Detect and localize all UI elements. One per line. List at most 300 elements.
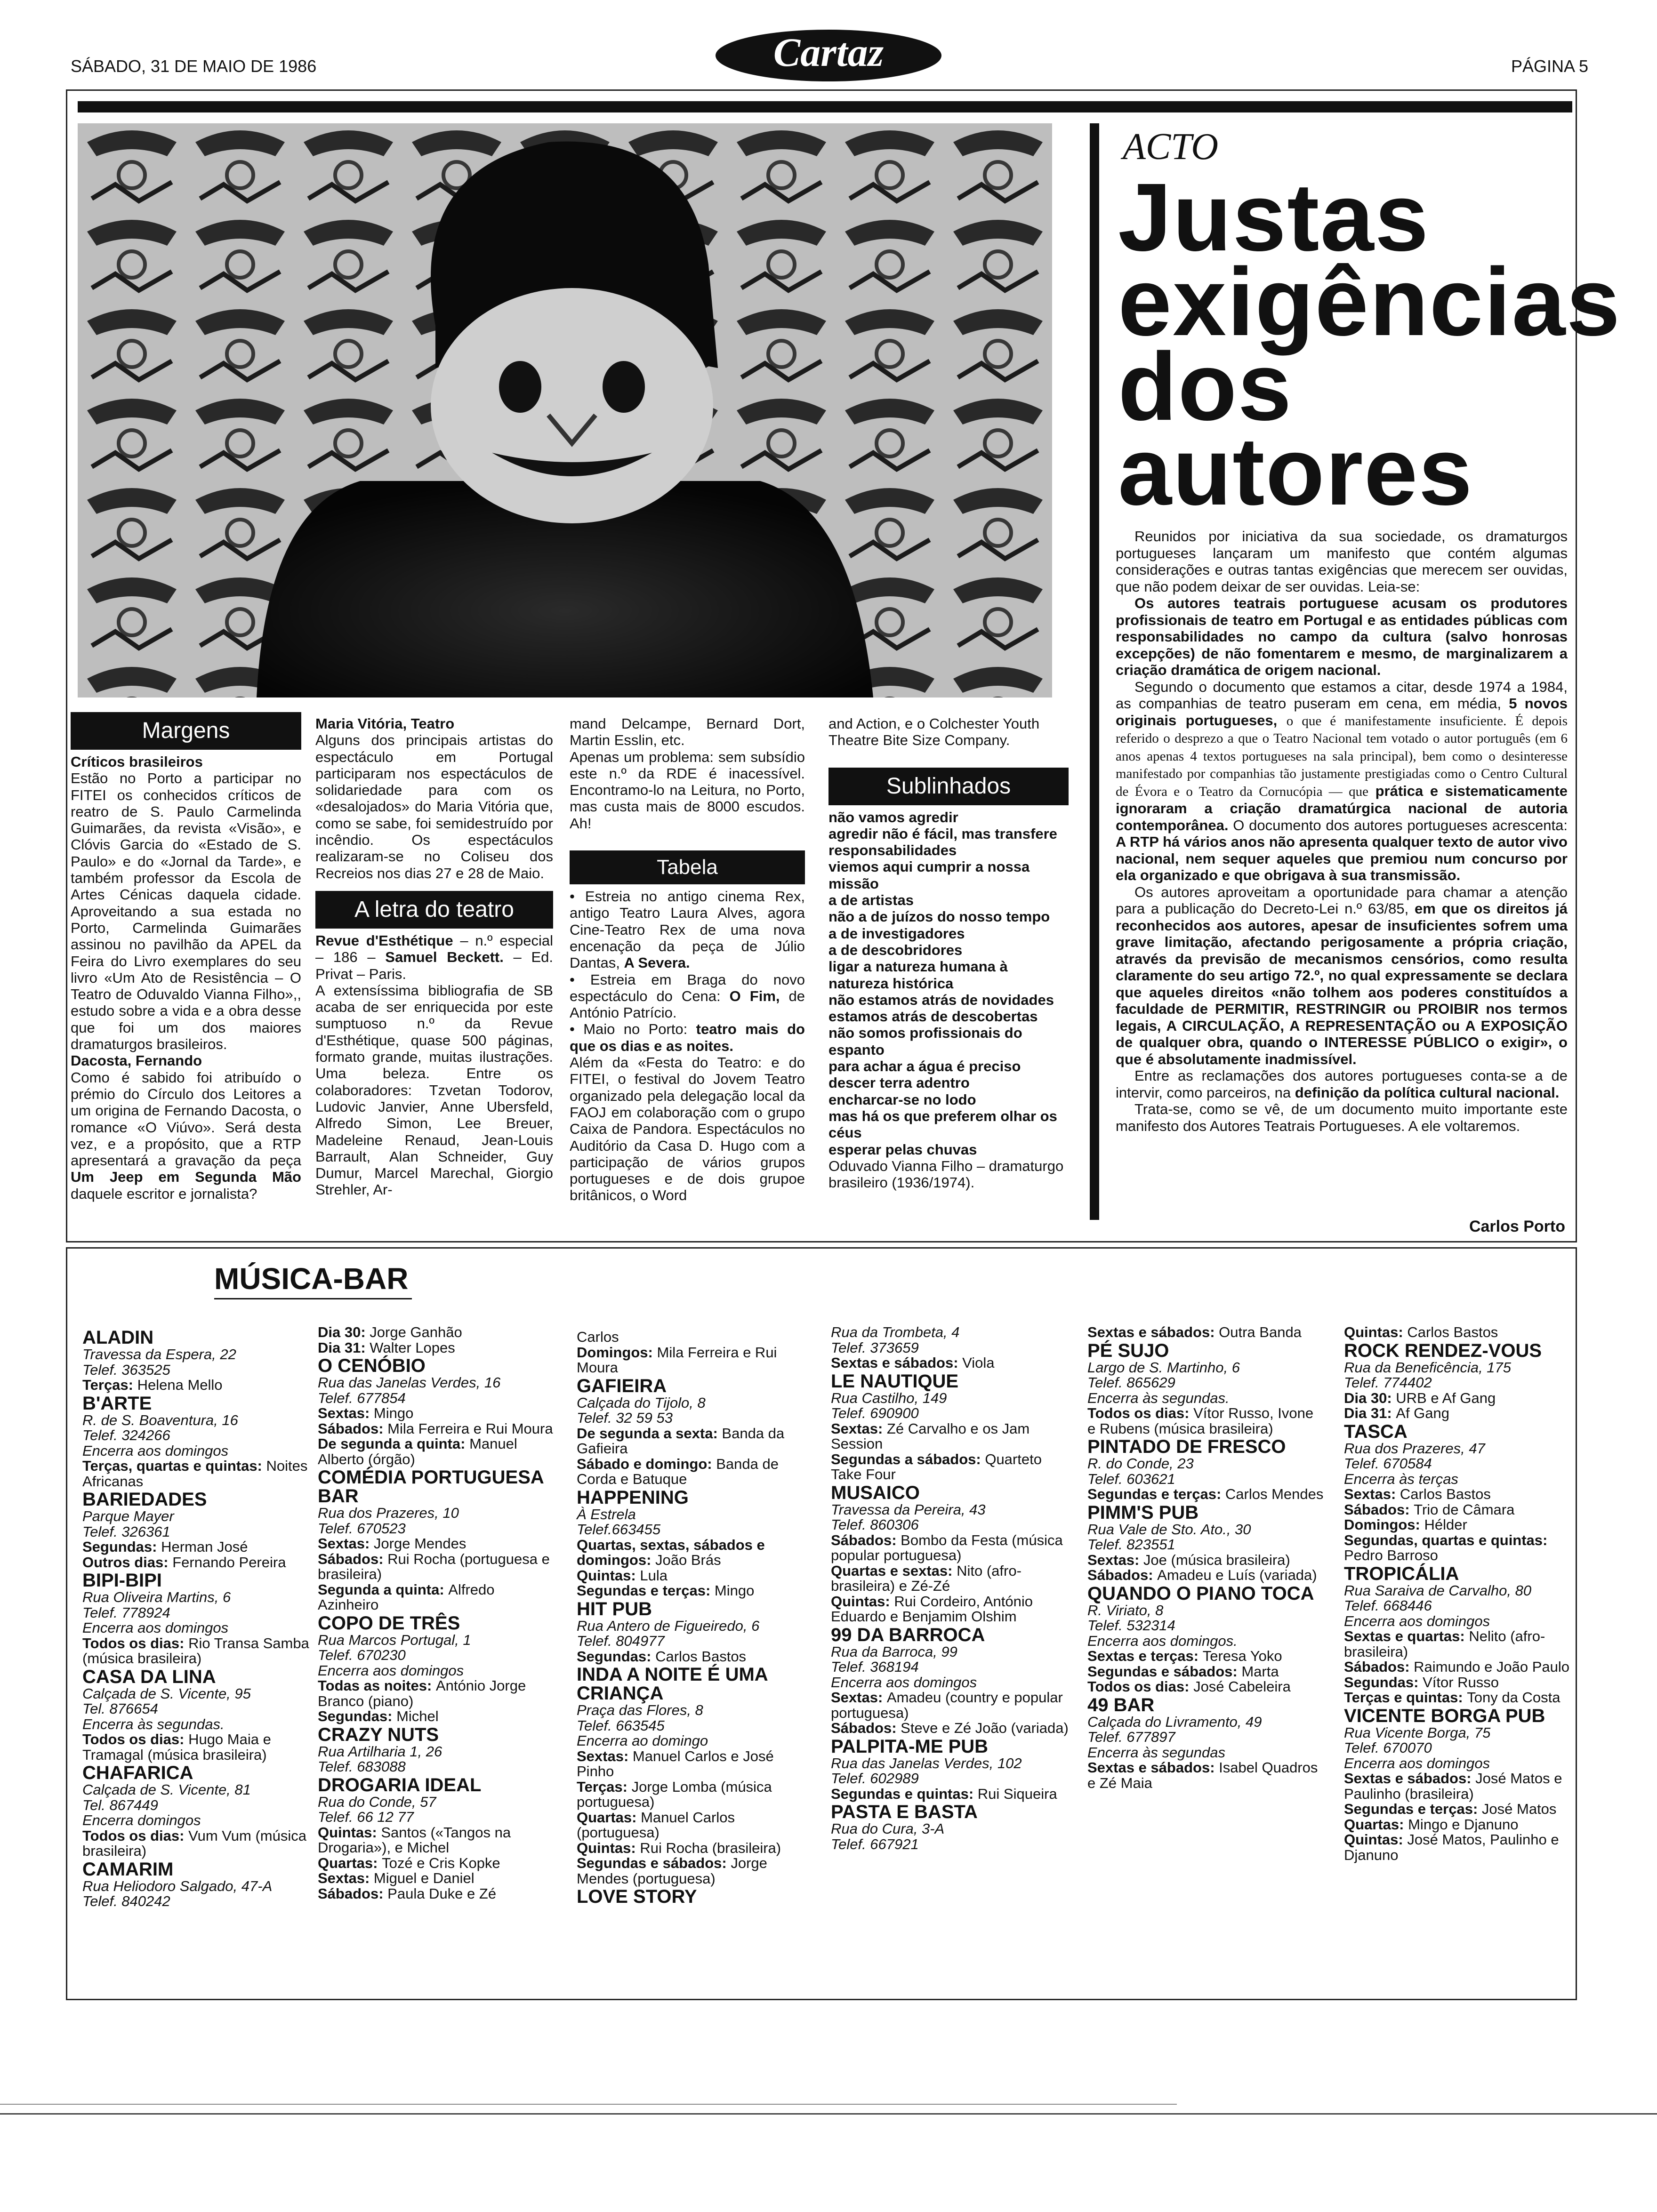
venue-address: Telef. 667921	[831, 1835, 919, 1852]
venue-schedule	[318, 1678, 555, 1709]
schedule-day: Dia 30:	[1344, 1389, 1396, 1406]
venue-address: Rua Castilho, 149	[831, 1389, 947, 1406]
venue-schedule	[1344, 1487, 1582, 1502]
venue-address: Telef. 690900	[831, 1405, 919, 1421]
schedule-day: Sábados:	[1344, 1659, 1414, 1675]
schedule-day: Sextas e sábados:	[1087, 1759, 1219, 1776]
schedule-artist: Joe (música brasileira)	[1143, 1551, 1290, 1568]
sublinhado-line: encharcar-se no lodo	[828, 1091, 976, 1108]
schedule-day: Todos os dias:	[82, 1635, 189, 1651]
venue-schedule	[577, 1779, 814, 1810]
article-author: Carlos Porto	[1469, 1218, 1565, 1235]
venue-schedule	[1087, 1406, 1325, 1436]
venue-address: Rua das Janelas Verdes, 16	[318, 1374, 501, 1391]
venue-schedule	[577, 1538, 814, 1568]
schedule-day: Domingos:	[577, 1344, 657, 1361]
section-text	[315, 932, 553, 982]
schedule-day: Sextas:	[831, 1689, 887, 1706]
venue-schedule	[1087, 1649, 1325, 1664]
venue-address: Rua do Cura, 3-A	[831, 1820, 945, 1837]
schedule-artist: Miguel e Daniel	[373, 1870, 475, 1886]
schedule-artist: Helena Mello	[137, 1377, 223, 1393]
venue-address: Telef. 860306	[831, 1516, 919, 1533]
schedule-day: Sábados:	[1344, 1501, 1414, 1518]
schedule-day: Segundas a sábados:	[831, 1451, 985, 1467]
venue-schedule	[1344, 1391, 1582, 1406]
venue-address: Encerra aos domingos	[318, 1662, 464, 1679]
musica-column-1	[82, 1327, 320, 1909]
schedule-artist: Mingo e Djanuno	[1408, 1816, 1519, 1833]
venue-schedule	[318, 1825, 555, 1856]
venue-schedule	[318, 1709, 555, 1724]
venue-address: Tel. 867449	[82, 1796, 158, 1813]
schedule-day: Sextas:	[318, 1535, 374, 1552]
sublinhados-credit: Oduvado Vianna Filho – dramaturgo brasileiro (1936/1974).	[828, 1157, 1064, 1191]
margens-column	[71, 708, 301, 1202]
article-paragraph: Trata-se, como se vê, de um documento muito importante este manifesto dos Autores Teatrais Portugueses. A ele voltaremos.	[1116, 1101, 1568, 1134]
venue-address: Telef. 804977	[577, 1633, 665, 1649]
schedule-artist: Marta	[1241, 1663, 1279, 1680]
schedule-day: Sábados:	[1087, 1567, 1158, 1583]
venue-schedule	[1344, 1629, 1582, 1659]
venue-schedule	[577, 1457, 814, 1487]
schedule-day: Sábados:	[318, 1550, 388, 1567]
venue-address: Travessa da Espera, 22	[82, 1346, 236, 1362]
venue-schedule	[82, 1555, 320, 1571]
venue-name: CHAFARICA	[82, 1763, 193, 1783]
article-paragraph	[1116, 884, 1568, 1068]
schedule-artist: Paula Duke e Zé	[387, 1885, 497, 1902]
schedule-day: Sextas:	[577, 1747, 633, 1764]
venue-address: À Estrela	[577, 1506, 636, 1523]
article-paragraph: Reunidos por iniciativa da sua sociedade, os dramaturgos portugueses lançaram um manifesto que contém algumas considerações e outras tantas exigências que merecem ser ouvidas, que não podem deixar de ser ouvidas. Leia-se:	[1116, 528, 1568, 595]
venue-address: Rua Artilharia 1, 26	[318, 1743, 442, 1760]
musica-bar-title: MÚSICA-BAR	[214, 1261, 412, 1299]
venue-address: R. de S. Boaventura, 16	[82, 1411, 238, 1428]
text-run: em que os direitos já reconhecidos aos autores, apesar de insuficientes sofrem uma grave limitação, afectando perigosamente a própria criação, através da previsão de mecanismos censórios, como resulta claramente do seu artigo 72.º, no qual expressamente se declara que aqueles direitos «não tolhem aos poderes constituídos a faculdade de PERMITIR, RESTRINGIR ou PROIBIR nos termos legais, A CIRCULAÇÃO, A REPRESENTAÇÃO ou A EXPOSIÇÃO de qualquer obra, quando o INTERESSE PÚBLICO o exigir», o que é absolutamente inadmissível.	[1116, 900, 1568, 1067]
schedule-artist: Rui Siqueira	[977, 1785, 1057, 1802]
musica-column-4	[831, 1325, 1069, 1852]
venue-address: Travessa da Pereira, 43	[831, 1501, 986, 1518]
schedule-artist: João Brás	[655, 1552, 721, 1568]
section-text	[570, 888, 805, 971]
schedule-artist: Michel	[396, 1708, 439, 1724]
venue-address: Telef. 368194	[831, 1659, 919, 1675]
text-run: Como é sabido foi atribuído o prémio do Círculo dos Leitores a um origina de Fernando Dacosta, o romance «O Viúvo». Será desta vez, e a propósito, que a RTP apresentará a gravação da peça	[71, 1069, 301, 1169]
section-text: Além da «Festa do Teatro: e do FITEI, o festival do Jovem Teatro organizado pela delegação local da FAOJ em colaboração com o grupo Caixa de Pandora. Espectáculos no Auditório da Casa D. Hugo com a participação de vários grupos portugueses e de dois grupoe britânicos, o Word	[570, 1054, 805, 1204]
schedule-artist: Manuel Alberto (órgão)	[318, 1435, 517, 1467]
schedule-artist: Banda da Gafieira	[577, 1425, 785, 1457]
venue-address: Calçada de S. Vicente, 81	[82, 1781, 251, 1798]
venue-address: Calçada de S. Vicente, 95	[82, 1685, 251, 1702]
schedule-artist: Noites Africanas	[82, 1458, 308, 1490]
sublinhado-line: para achar a água é preciso descer terra adentro	[828, 1058, 1021, 1091]
venue-name: O CENÓBIO	[318, 1355, 426, 1376]
schedule-day: Segundas:	[82, 1539, 161, 1555]
schedule-day: Segundas e sábados:	[1087, 1663, 1242, 1680]
tabela-banner: Tabela	[570, 850, 805, 884]
venue-address: Telef. 663545	[577, 1717, 665, 1734]
schedule-day: Quartas:	[1344, 1816, 1408, 1833]
venue-name: COPO DE TRÊS	[318, 1612, 460, 1634]
article-kicker: ACTO	[1123, 126, 1219, 168]
scan-artifact	[0, 2104, 1177, 2105]
schedule-day: Quintas:	[577, 1839, 640, 1856]
schedule-artist: Rio Transa Samba (música brasileira)	[82, 1635, 309, 1667]
venue-address: Calçada do Tijolo, 8	[577, 1394, 706, 1411]
venue-name: B'ARTE	[82, 1393, 152, 1414]
venue-schedule	[82, 1378, 320, 1393]
venue-address: Rua Vicente Borga, 75	[1344, 1724, 1491, 1741]
venue-schedule	[318, 1871, 555, 1886]
venue-schedule	[82, 1732, 320, 1763]
schedule-day: Sextas:	[831, 1420, 887, 1437]
venue-address: Rua Oliveira Martins, 6	[82, 1589, 231, 1605]
article-body	[1116, 528, 1568, 1134]
venue-name: TASCA	[1344, 1421, 1408, 1442]
musica-column-3	[577, 1330, 814, 1906]
venue-name: GAFIEIRA	[577, 1375, 667, 1396]
schedule-day: Terças:	[82, 1377, 137, 1393]
venue-schedule	[1344, 1325, 1582, 1340]
schedule-day: Todos os dias:	[1087, 1405, 1194, 1421]
schedule-day: Quintas:	[1344, 1831, 1408, 1848]
venue-name: ROCK RENDEZ-VOUS	[1344, 1340, 1542, 1361]
schedule-artist: Nelito (afro-brasileira)	[1344, 1628, 1545, 1660]
venue-schedule	[831, 1533, 1069, 1563]
venue-schedule	[831, 1787, 1069, 1802]
venue-schedule	[577, 1345, 814, 1376]
schedule-day: Dia 30:	[318, 1324, 370, 1340]
schedule-day: Sábados:	[831, 1720, 901, 1736]
schedule-day: Quintas:	[831, 1593, 894, 1610]
schedule-artist: José Matos	[1481, 1801, 1557, 1817]
sublinhado-line: não estamos atrás de novidades	[828, 991, 1054, 1008]
page-number: PÁGINA 5	[1511, 56, 1589, 76]
schedule-artist: Carlos Bastos	[1400, 1486, 1491, 1502]
schedule-day: Sextas e quartas:	[1344, 1628, 1469, 1644]
venue-name: HAPPENING	[577, 1487, 689, 1508]
text-run: definição da política cultural nacional.	[1295, 1084, 1560, 1101]
venue-schedule	[831, 1594, 1069, 1625]
schedule-day: Segundas e terças:	[1344, 1801, 1482, 1817]
schedule-artist: Rui Cordeiro, António Eduardo e Benjamim Olshim	[831, 1593, 1033, 1625]
venue-name: 99 DA BARROCA	[831, 1624, 985, 1645]
venue-name: 49 BAR	[1087, 1694, 1155, 1715]
schedule-artist: Hélder	[1424, 1516, 1467, 1533]
sublinhado-line: viemos aqui cumprir a nossa missão	[828, 858, 1030, 892]
venue-address: Rua da Barroca, 99	[831, 1643, 957, 1660]
schedule-day: Todas as noites:	[318, 1677, 436, 1694]
schedule-artist: Vum Vum (música brasileira)	[82, 1827, 306, 1859]
venue-address: Tel. 876654	[82, 1700, 158, 1717]
venue-address: Encerra aos domingos	[82, 1619, 229, 1636]
schedule-artist: Carlos Mendes	[1225, 1486, 1324, 1502]
margens-banner: Margens	[71, 712, 301, 750]
schedule-day: Segundas e sábados:	[577, 1855, 731, 1871]
text-run: daquele escritor e jornalista?	[71, 1185, 257, 1202]
schedule-artist: Vítor Russo, Ivone e Rubens (música brasileira)	[1087, 1405, 1314, 1437]
venue-address: R. Viriato, 8	[1087, 1602, 1164, 1619]
schedule-artist: José Matos e Paulinho (brasileira)	[1344, 1770, 1562, 1802]
venue-schedule	[831, 1721, 1069, 1736]
venue-schedule	[1087, 1487, 1325, 1502]
section-text: Apenas um problema: sem subsídio este n.º da RDE é inacessível. Encontramo-lo na Leitura, no Porto, mas custa mais de 8000 escudos. Ah!	[570, 748, 805, 832]
venue-address: Encerra aos domingos	[82, 1442, 229, 1459]
venue-schedule	[577, 1856, 814, 1886]
text-run: Entre as reclamações dos autores portugueses conta-se a de intervir, como parceiros, na	[1116, 1067, 1568, 1101]
venue-schedule	[82, 1539, 320, 1555]
venue-name: LOVE STORY	[577, 1886, 697, 1907]
venue-address: Encerra aos domingos	[831, 1674, 977, 1691]
venue-address: Telef. 326361	[82, 1523, 170, 1540]
venue-address: Telef.663455	[577, 1521, 661, 1538]
venue-address: Encerra às terças	[1344, 1470, 1458, 1487]
schedule-day: Sábados:	[318, 1885, 388, 1902]
schedule-day: Outros dias:	[82, 1554, 173, 1571]
schedule-day: Quintas:	[1344, 1324, 1408, 1340]
venue-address: Telef. 677854	[318, 1389, 406, 1406]
schedule-day: Sábado e domingo:	[577, 1455, 716, 1472]
schedule-day: Sextas e sábados:	[831, 1354, 963, 1371]
venue-address: Encerra aos domingos.	[1087, 1632, 1238, 1649]
schedule-day: Todos os dias:	[82, 1731, 189, 1747]
venue-address: Rua dos Prazeres, 47	[1344, 1440, 1485, 1457]
venue-schedule	[318, 1421, 555, 1437]
venue-name: CAMARIM	[82, 1859, 174, 1880]
schedule-artist: Vítor Russo	[1423, 1674, 1499, 1691]
venue-schedule	[1087, 1553, 1325, 1568]
venue-schedule	[577, 1841, 814, 1856]
schedule-artist: Manuel Carlos (portuguesa)	[577, 1809, 735, 1841]
schedule-artist: Steve e Zé João (variada)	[901, 1720, 1069, 1736]
venue-schedule	[318, 1886, 555, 1902]
venue-schedule	[82, 1636, 320, 1667]
section-text	[570, 971, 805, 1021]
venue-name: VICENTE BORGA PUB	[1344, 1705, 1545, 1726]
schedule-artist: Walter Lopes	[370, 1339, 455, 1356]
venue-address: Telef. 670230	[318, 1647, 406, 1663]
venue-schedule	[82, 1459, 320, 1489]
text-run: • Estreia no antigo cinema Rex, antigo Teatro Laura Alves, agora Cine-Teatro Rex de uma nova encenação da peça de Júlio Dantas,	[570, 888, 805, 971]
venue-address: Rua do Conde, 57	[318, 1793, 436, 1810]
schedule-day: Sábados:	[318, 1420, 388, 1437]
section-heading: Maria Vitória, Teatro	[315, 715, 455, 732]
venue-schedule	[1087, 1325, 1325, 1340]
text-run: de António Patrício.	[570, 987, 805, 1021]
sublinhado-line: não somos profissionais do espanto	[828, 1025, 1022, 1058]
venue-name: QUANDO O PIANO TOCA	[1087, 1583, 1314, 1604]
logo-text: Cartaz	[773, 30, 884, 75]
schedule-artist: Tony da Costa	[1467, 1689, 1560, 1706]
venue-name: BIPI-BIPI	[82, 1570, 162, 1591]
schedule-artist: Jorge Ganhão	[370, 1324, 462, 1340]
venue-schedule	[577, 1749, 814, 1779]
schedule-day: Segundas:	[577, 1648, 656, 1665]
venue-address: Rua Marcos Portugal, 1	[318, 1631, 471, 1648]
text-run: • Estreia em Braga do novo espectáculo do Cena:	[570, 971, 805, 1004]
schedule-artist: Herman José	[161, 1539, 248, 1555]
venue-address: Telef. 373659	[831, 1339, 919, 1356]
schedule-day: Sextas e sábados:	[1344, 1770, 1476, 1787]
venue-schedule	[318, 1582, 555, 1613]
venue-schedule	[318, 1552, 555, 1582]
section-text: A extensíssima bibliografia de SB acaba de ser enriquecida por este sumptuoso n.º da Revue d'Esthétique, quase 500 páginas, formato grande, muitas ilustrações. Uma beleza. Entre os colaboradores: Tzvetan Todorov, Ludovic Janvier, Anne Ubersfeld, Alfredo Simon, Lee Breuer, Madeleine Renaud, Jean-Louis Barrault, Alan Schneider, Guy Dumur, Marcel Marechal, Giorgio Strehler, Ar-	[315, 982, 553, 1198]
venue-schedule	[318, 1856, 555, 1871]
venue-name: BARIEDADES	[82, 1489, 207, 1510]
schedule-day: Terças e quintas:	[1344, 1689, 1467, 1706]
venue-address: Encerra ao domingo	[577, 1732, 708, 1749]
venue-schedule	[1344, 1675, 1582, 1691]
venue-address: Encerra aos domingos	[1344, 1612, 1490, 1629]
venue-address: Encerra domingos	[82, 1812, 201, 1828]
schedule-artist: Rui Rocha (brasileira)	[640, 1839, 781, 1856]
schedule-artist: Nito (afro-brasileira) e Zé-Zé	[831, 1562, 1022, 1594]
schedule-day: Segundas, quartas e quintas:	[1344, 1531, 1548, 1548]
venue-address: Telef. 670523	[318, 1520, 406, 1537]
text-run: prática e sistematicamente ignoraram a criação dramatúrgica nacional de autoria contemporânea.	[1116, 782, 1568, 834]
venue-schedule	[318, 1325, 555, 1340]
schedule-day: Todos os dias:	[1087, 1678, 1194, 1695]
venue-schedule	[577, 1583, 814, 1599]
venue-schedule	[831, 1421, 1069, 1452]
sublinhado-line: esperar pelas chuvas	[828, 1141, 977, 1158]
text-run: Os autores aproveitam a oportunidade para chamar a atenção para a publicação do Decreto-Lei n.º 63/85,	[1116, 883, 1568, 917]
venue-name: COMÉDIA PORTUGUESA BAR	[318, 1467, 544, 1507]
venue-address: Praça das Flores, 8	[577, 1702, 703, 1718]
schedule-day: Quartas e sextas:	[831, 1562, 957, 1579]
sublinhados-list	[828, 809, 1069, 1158]
venue-name: PINTADO DE FRESCO	[1087, 1436, 1286, 1457]
text-run: Revue d'Esthétique	[315, 932, 453, 949]
photo-graphic	[78, 123, 1052, 697]
sublinhado-line: não a de juízos do nosso tempo	[828, 908, 1050, 925]
musica-column-5	[1087, 1325, 1325, 1791]
schedule-day: Sextas:	[318, 1870, 374, 1886]
venue-schedule	[1344, 1690, 1582, 1706]
schedule-day: De segunda a sexta:	[577, 1425, 722, 1442]
schedule-day: Sextas:	[1344, 1486, 1400, 1502]
text-run: – n.º especial – 186 –	[315, 932, 553, 966]
text-run: 5 novos originais portugueses,	[1116, 695, 1568, 729]
venue-schedule	[318, 1436, 555, 1467]
venue-schedule	[577, 1426, 814, 1457]
venue-name: TROPICÁLIA	[1344, 1563, 1459, 1584]
schedule-artist: António Jorge Branco (piano)	[318, 1677, 526, 1709]
venue-schedule	[1344, 1802, 1582, 1817]
venue-address: Encerra às segundas.	[82, 1715, 225, 1732]
venue-schedule	[577, 1330, 814, 1345]
article-vertical-rule	[1090, 123, 1099, 1220]
venue-address: Encerra às segundas.	[1087, 1389, 1230, 1406]
sublinhado-line: a de descobridores	[828, 941, 963, 958]
schedule-artist: Lula	[640, 1567, 668, 1584]
venue-address: Telef. 603621	[1087, 1470, 1175, 1487]
section-text: Estão no Porto a participar no FITEI os conhecidos críticos de reatro de S. Paulo Carmelinda Guimarães, da revista «Visão», e Clóvis Garcia do «Estado de S. Paulo» e do «Jornal da Tarde», e também professor da Escola de Artes Cénicas daquela cidade. Aproveitando a sua estada no Porto, Carmelinda Guimarães assinou no pavilhão da APEL da Feira do Livro exemplares do seu livro «Um Ato de Resistência – O Teatro de Oduvaldo Vianna Filho»,, estudo sobre a vida e a obra desse que foi um dos maiores dramaturgos brasileiros.	[71, 770, 301, 1053]
venue-schedule	[831, 1355, 1069, 1371]
schedule-artist: Rui Rocha (portuguesa e brasileira)	[318, 1550, 550, 1582]
schedule-artist: Manuel Carlos e José Pinho	[577, 1747, 774, 1779]
schedule-artist: Mila Ferreira e Rui Moura	[387, 1420, 553, 1437]
schedule-day: Domingos:	[1344, 1516, 1424, 1533]
venue-address: Rua da Beneficência, 175	[1344, 1359, 1512, 1376]
schedule-artist: Isabel Quadros e Zé Maia	[1087, 1759, 1318, 1791]
schedule-artist: Hugo Maia e Tramagal (música brasileira)	[82, 1731, 271, 1763]
venue-name: DROGARIA IDEAL	[318, 1774, 482, 1795]
venue-address: Telef. 774402	[1344, 1374, 1432, 1391]
schedule-day: Dia 31:	[318, 1339, 370, 1356]
venue-name: PÉ SUJO	[1087, 1340, 1169, 1361]
venue-address: R. do Conde, 23	[1087, 1455, 1194, 1472]
venue-schedule	[1087, 1568, 1325, 1583]
section-heading: Dacosta, Fernando	[71, 1052, 202, 1069]
schedule-artist: Mingo	[714, 1582, 755, 1599]
venue-schedule	[1087, 1760, 1325, 1791]
sublinhado-line: estamos atrás de descobertas	[828, 1008, 1038, 1025]
text-run: A Severa.	[624, 954, 690, 971]
venue-schedule	[1344, 1502, 1582, 1518]
schedule-day: Quartas:	[318, 1854, 382, 1871]
schedule-day: Sextas e sábados:	[1087, 1324, 1219, 1340]
schedule-day: Segundas:	[1344, 1674, 1423, 1691]
page-date: SÁBADO, 31 DE MAIO DE 1986	[71, 56, 317, 76]
teatro-column	[315, 715, 553, 1198]
top-rule	[78, 101, 1572, 112]
venue-schedule	[318, 1536, 555, 1552]
schedule-day: Terças, quartas e quintas:	[82, 1458, 266, 1474]
schedule-day: Segundas e terças:	[577, 1582, 715, 1599]
schedule-day: Segundas:	[318, 1708, 397, 1724]
schedule-artist: Af Gang	[1396, 1405, 1450, 1421]
venue-schedule	[318, 1340, 555, 1356]
schedule-day: Quintas:	[577, 1567, 640, 1584]
schedule-artist: Jorge Lomba (música portuguesa)	[577, 1778, 772, 1810]
schedule-artist: Jorge Mendes (portuguesa)	[577, 1855, 767, 1887]
article-paragraph	[1116, 1067, 1568, 1101]
schedule-day: Sextas e terças:	[1087, 1648, 1203, 1664]
venue-address: Rua Heliodoro Salgado, 47-A	[82, 1877, 273, 1894]
venue-schedule	[1087, 1664, 1325, 1680]
venue-address: Telef. 865629	[1087, 1374, 1175, 1391]
venue-schedule	[1344, 1817, 1582, 1833]
schedule-day: Sextas:	[1087, 1551, 1143, 1568]
venue-schedule	[1344, 1406, 1582, 1421]
schedule-day: Quintas:	[318, 1824, 381, 1841]
venue-name: PALPITA-ME PUB	[831, 1736, 989, 1757]
sublinhados-column	[828, 715, 1069, 1191]
schedule-artist: Carlos Bastos	[1407, 1324, 1498, 1340]
venue-schedule	[1344, 1832, 1582, 1863]
schedule-day: Todos os dias:	[82, 1827, 189, 1844]
venue-address: Rua da Trombeta, 4	[831, 1324, 960, 1340]
schedule-artist: Raimundo e João Paulo	[1414, 1659, 1570, 1675]
schedule-artist: Carlos	[577, 1329, 619, 1345]
article-paragraph: Os autores teatrais portuguese acusam os produtores profissionais de teatro em Portugal e as entidades públicas com responsabilidades no campo da cultura (salvo honrosas excepções) de não fomentarem e mesmo, de marginalizarem a criação dramática de origem nacional.	[1116, 595, 1568, 678]
venue-address: Telef. 823551	[1087, 1536, 1175, 1553]
venue-schedule	[577, 1568, 814, 1584]
venue-address: Telef. 677897	[1087, 1729, 1175, 1745]
venue-schedule	[831, 1563, 1069, 1594]
section-heading: Críticos brasileiros	[71, 753, 203, 770]
venue-address: Rua Saraiva de Carvalho, 80	[1344, 1582, 1532, 1599]
schedule-day: Segundas e quintas:	[831, 1785, 978, 1802]
schedule-artist: Amadeu (country e popular portuguesa)	[831, 1689, 1063, 1721]
venue-address: Rua Vale de Sto. Ato., 30	[1087, 1521, 1251, 1538]
cartaz-logo	[697, 19, 960, 89]
schedule-day: Dia 31:	[1344, 1405, 1396, 1421]
sublinhado-line: mas há os que preferem olhar os céus	[828, 1107, 1057, 1141]
venue-schedule	[831, 1690, 1069, 1721]
